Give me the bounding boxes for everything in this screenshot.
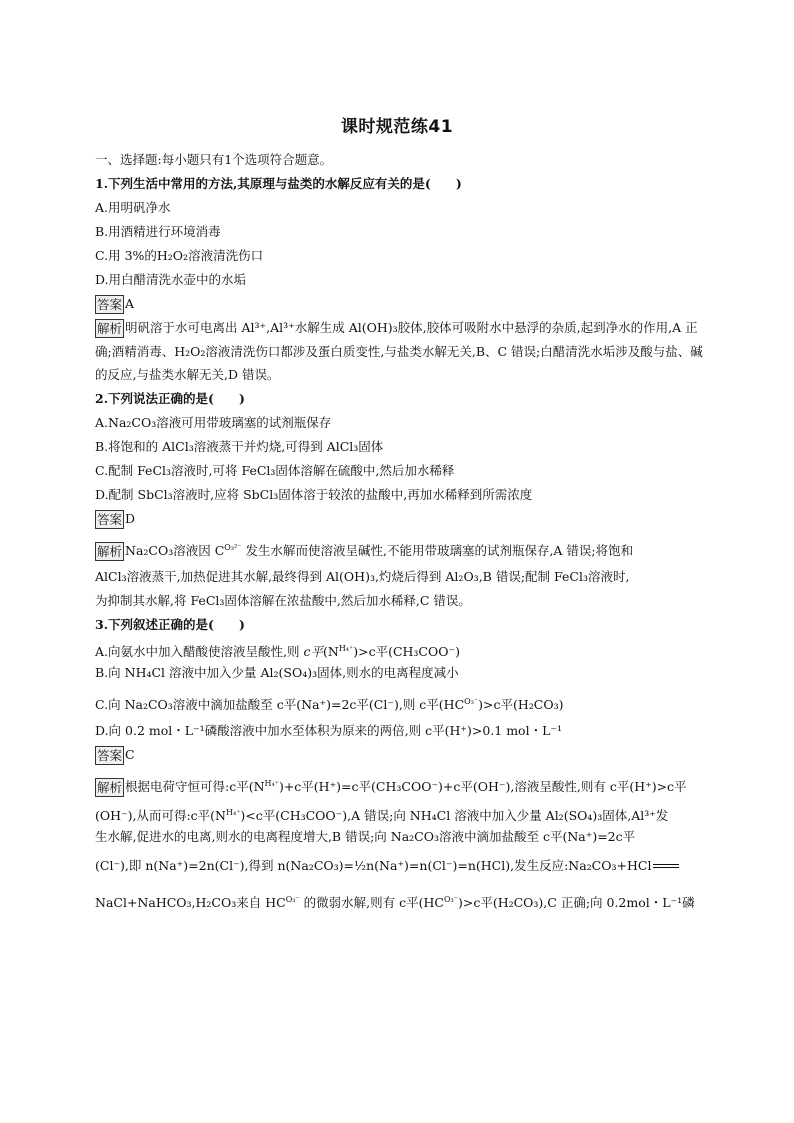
option-text: C.向 Na₂CO₃溶液中滴加盐酸至 c平(Na⁺)=2c平(Cl⁻),则 c平(HC — [95, 696, 465, 712]
document-body — [95, 148, 703, 917]
question-2-stem: 2.下列说法正确的是( ) — [95, 390, 245, 406]
formula-half: ½ — [354, 857, 367, 873]
analysis-text: 发生水解而使溶液呈碱性,不能用带玻璃塞的试剂瓶保存,A 错误;将饱和 — [245, 542, 634, 558]
analysis-tag: 解析 — [97, 321, 123, 336]
q2-option-d: D.配制 SbCl₃溶液时,应将 SbCl₃固体溶于较浓的盐酸中,再加水稀释到所需浓度 — [95, 486, 533, 502]
q3-analysis-line-2 — [95, 801, 703, 825]
analysis-text: )+c平(H⁺)=c平(CH₃COO⁻)+c平(OH⁻),溶液呈酸性,则有 c平(H⁺)>c平 — [278, 778, 687, 794]
reaction-equals-sign — [653, 864, 679, 868]
q1-option-b: B.用酒精进行环境消毒 — [95, 224, 221, 239]
q1-option-d: D.用白醋清洗水壶中的水垢 — [95, 272, 247, 287]
q1-answer: A — [125, 296, 135, 311]
q1-analysis-row — [95, 316, 703, 387]
formula-bicarbonate: O₃⁻ — [464, 696, 479, 706]
q2-option-a: A.Na₂CO₃溶液可用带玻璃塞的试剂瓶保存 — [95, 414, 332, 430]
analysis-text: )>c平(H₂CO₃),C 正确;向 0.2mol・L⁻¹磷 — [457, 894, 695, 910]
q1-option-a: A.用明矾净水 — [95, 200, 171, 215]
q3-option-d: D.向 0.2 mol・L⁻¹磷酸溶液中加水至体积为原来的两倍,则 c平(H⁺)>0.1 mol・L⁻¹ — [95, 722, 562, 738]
q3-analysis-line-5 — [95, 883, 703, 917]
q1-analysis: 明矾溶于水可电离出 Al³⁺,Al³⁺水解生成 Al(OH)₃胶体,胶体可吸附水中悬浮的杂质,起到净水的作用,A 正确;酒精消毒、H₂O₂溶液清洗伤口都涉及蛋白质变性,与盐类水解无关,B、C 错误;白醋清洗水垢涉及酸与盐、碱的反应,与盐类水解无关,D 错误。 — [95, 320, 703, 382]
formula-ammonium: H₄⁺ — [226, 807, 241, 817]
q3-answer-row — [95, 743, 703, 767]
analysis-text: (Cl⁻),即 n(Na⁺)=2n(Cl⁻),得到 n(Na₂CO₃)= — [95, 857, 354, 873]
analysis-text: (OH⁻),从而可得:c平(N — [95, 807, 226, 823]
question-1-stem: 1.下列生活中常用的方法,其原理与盐类的水解反应有关的是( ) — [95, 176, 462, 191]
q2-option-b: B.将饱和的 AlCl₃溶液蒸干并灼烧,可得到 AlCl₃固体 — [95, 438, 384, 454]
analysis-text: n(Na⁺)=n(Cl⁻)=n(HCl),发生反应:Na₂CO₃+HCl — [366, 857, 652, 873]
formula-c-ping: c平 — [303, 643, 323, 659]
formula-ammonium: H₄⁺ — [338, 643, 354, 653]
q1-option-c: C.用 3%的H₂O₂溶液清洗伤口 — [95, 248, 264, 263]
answer-tag: 答案 — [97, 747, 123, 763]
option-text: )>c平(CH₃COO⁻) — [353, 643, 460, 659]
q2-answer: D — [125, 510, 136, 526]
q3-option-a — [95, 637, 703, 661]
answer-tag: 答案 — [97, 297, 123, 312]
analysis-text: Na₂CO₃溶液因 C — [125, 542, 225, 558]
analysis-text: NaCl+NaHCO₃,H₂CO₃来自 HC — [95, 894, 286, 910]
analysis-tag: 解析 — [97, 543, 123, 559]
q1-answer-row — [95, 292, 703, 316]
option-text: )>c平(H₂CO₃) — [478, 696, 564, 712]
formula-bicarbonate: O₃⁻ — [285, 894, 300, 904]
q3-analysis-line-1 — [95, 767, 703, 801]
q3-analysis-line-3: 生水解,促进水的电离,则水的电离程度增大,B 错误;向 Na₂CO₃溶液中滴加盐酸至 c平(Na⁺)=2c平 — [95, 828, 636, 844]
option-text: (N — [322, 643, 339, 659]
q2-analysis-line-1 — [95, 531, 703, 565]
q2-answer-row — [95, 507, 703, 531]
formula-ammonium: H₄⁺ — [264, 778, 279, 788]
page-title: 课时规范练41 — [340, 117, 454, 137]
q2-analysis-line-2: AlCl₃溶液蒸干,加热促进其水解,最终得到 Al(OH)₃,灼烧后得到 Al₂O₃,B 错误;配制 FeCl₃溶液时, — [95, 568, 630, 584]
q3-answer: C — [125, 746, 135, 762]
formula-bicarbonate: O₃⁻ — [443, 894, 458, 904]
question-3-stem: 3.下列叙述正确的是( ) — [95, 616, 245, 632]
analysis-text: 的微弱水解,则有 c平(HC — [303, 894, 444, 910]
analysis-text: )<c平(CH₃COO⁻),A 错误;向 NH₄Cl 溶液中加入少量 Al₂(SO₄)₃固体,Al³⁺发 — [240, 807, 669, 823]
q2-analysis-line-3: 为抑制其水解,将 FeCl₃固体溶解在浓盐酸中,然后加水稀释,C 错误。 — [95, 592, 471, 608]
answer-tag: 答案 — [97, 511, 123, 527]
q2-option-c: C.配制 FeCl₃溶液时,可将 FeCl₃固体溶解在硫酸中,然后加水稀释 — [95, 462, 455, 478]
q3-analysis-line-4 — [95, 849, 703, 883]
option-text: A.向氨水中加入醋酸使溶液呈酸性,则 — [95, 643, 300, 659]
section-heading: 一、选择题:每小题只有1个选项符合题意。 — [95, 152, 333, 167]
analysis-tag: 解析 — [97, 779, 123, 795]
q3-option-b: B.向 NH₄Cl 溶液中加入少量 Al₂(SO₄)₃固体,则水的电离程度减小 — [95, 664, 459, 680]
q3-option-c — [95, 685, 703, 719]
analysis-text: 根据电荷守恒可得:c平(N — [125, 778, 265, 794]
formula-carbonate: O₃²⁻ — [224, 542, 242, 552]
